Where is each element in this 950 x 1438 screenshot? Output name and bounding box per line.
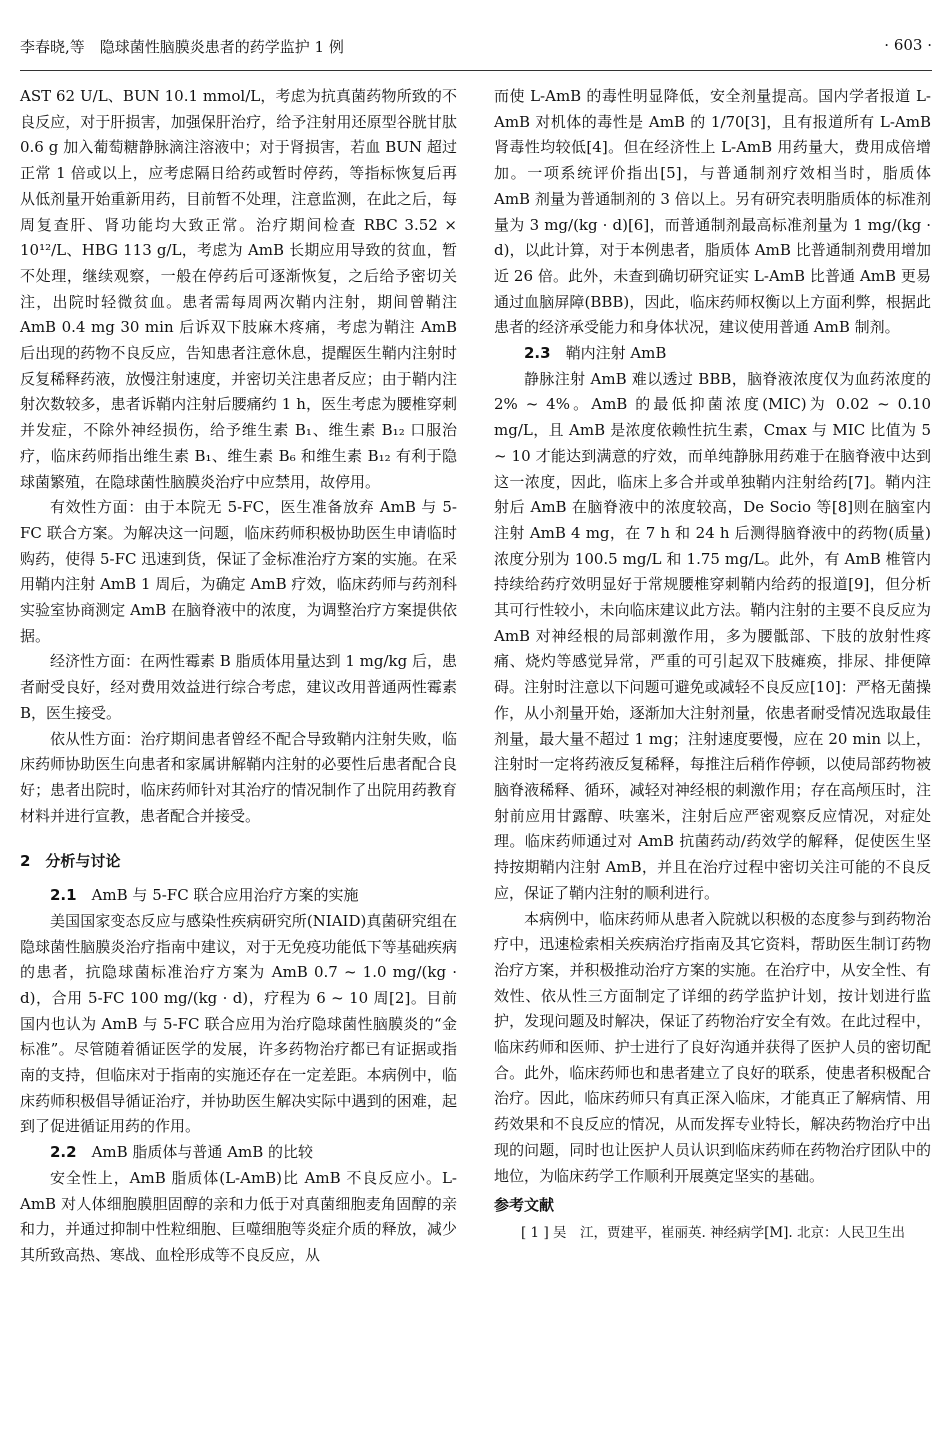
paragraph-compliance: 依从性方面：治疗期间患者曾经不配合导致鞘内注射失败，临床药师协助医生向患者和家属讲解鞘内注射的必要性后患者配合良好；患者出院时，临床药师针对其治疗的情况制作了出院用药教育材料并进行宣教，患者配合并接受。 xyxy=(20,729,457,825)
left-column xyxy=(20,84,457,1269)
subsection-title: AmB 脂质体与普通 AmB 的比较 xyxy=(76,1143,314,1162)
header-rule xyxy=(20,70,932,71)
subsection-number: 2.2 xyxy=(50,1143,77,1162)
page-number: · 603 · xyxy=(884,36,932,54)
running-header xyxy=(20,36,932,62)
paragraph-niaid-guideline: 美国国家变态反应与感染性疾病研究所(NIAID)真菌研究组在隐球菌性脑膜炎治疗指南中建议，对于无免疫功能低下等基础疾病的患者，抗隐球菌标准治疗方案为 AmB 0.7 ~ 1.0 mg/(kg · d)，合用 5-FC 100 mg/(kg · d)，疗程为 6 ~ 10 周[2]。目前国内也认为 AmB 与 5-FC 联合应用为治疗隐球菌性脑膜炎的“金标准”。尽管随着循证医学的发展，许多药物治疗都已有证据或指南的支持，但临床对于指南的实施还存在一定差距。本病例中，临床药师积极倡导循证治疗，并协助医生解决实际中遇到的困难，起到了促进循证用药的作用。 xyxy=(20,911,457,1136)
subsection-title: AmB 与 5-FC 联合应用治疗方案的实施 xyxy=(76,886,359,905)
subsection-heading-2-2 xyxy=(20,1140,457,1166)
paragraph-efficacy: 有效性方面：由于本院无 5-FC，医生准备放弃 AmB 与 5-FC 联合方案。为解决这一问题，临床药师积极协助医生申请临时购药，使得 5-FC 迅速到货，保证了金标准治疗方案的实施。在采用鞘内注射 AmB 1 周后，为确定 AmB 疗效，临床药师与药剂科实验室协商测定 AmB 在脑脊液中的浓度，为调整治疗方案提供依据。 xyxy=(20,498,457,645)
subsection-number: 2.3 xyxy=(524,344,551,363)
references-heading: 参考文献 xyxy=(494,1196,555,1215)
paragraph-continued-adverse-reactions: AST 62 U/L、BUN 10.1 mmol/L，考虑为抗真菌药物所致的不良反应，对于肝损害，加强保肝治疗，给予注射用还原型谷胱甘肽 0.6 g 加入葡萄糖静脉滴注溶液中；对于肾损害，若血 BUN 超过正常 1 倍或以上，应考虑隔日给药或暂时停药，等指标恢复后再从低剂量开始重新用药，目前暂不处理，注意监测，在此之后，每周复查肝、肾功能均大致正常。治疗期间检查 RBC 3.52 × 10¹²/L、HBG 113 g/L，考虑为 AmB 长期应用导致的贫血，暂不处理，继续观察，一般在停药后可逐渐恢复，之后给予密切关注，出院时轻微贫血。患者需每周两次鞘内注射，期间曾鞘注 AmB 0.4 mg 30 min 后诉双下肢麻木疼痛，考虑为鞘注 AmB 后出现的药物不良反应，告知患者注意休息，提醒医生鞘内注射时反复稀释药液，放慢注射速度，并密切关注患者反应；由于鞘内注射次数较多，患者诉鞘内注射后腰痛约 1 h，医生考虑为腰椎穿刺并发症，不除外神经损伤，给予维生素 B₁、维生素 B₁₂ 口服治疗，临床药师指出维生素 B₁、维生素 B₆ 和维生素 B₁₂ 有利于隐球菌繁殖，在隐球菌性脑膜炎治疗中应禁用，故停用。 xyxy=(20,87,457,491)
subsection-number: 2.1 xyxy=(50,886,77,905)
reference-item: [ 1 ] 吴 江，贾建平，崔丽英. 神经病学[M]. 北京：人民卫生出 xyxy=(521,1224,906,1241)
subsection-heading-2-3 xyxy=(494,341,931,367)
paragraph-lamb-continued: 而使 L-AmB 的毒性明显降低，安全剂量提高。国内学者报道 L-AmB 对机体的毒性是 AmB 的 1/70[3]，且有报道所有 L-AmB 肾毒性均较低[4]。但在经济性上 L-AmB 用药量大，费用成倍增加。一项系统评价指出[5]，与普通制剂疗效相当时，脂质体 AmB 剂量为普通制剂的 3 倍以上。另有研究表明脂质体的标准剂量为 3 mg/(kg · d)[6]，而普通制剂最高标准剂量为 1 mg/(kg · d)，以此计算，对于本例患者，脂质体 AmB 比普通制剂费用增加近 26 倍。此外，未查到确切研究证实 L-AmB 比普通 AmB 更易通过血脑屏障(BBB)，因此，临床药师权衡以上方面利弊，根据此患者的经济承受能力和身体状况，建议使用普通 AmB 制剂。 xyxy=(494,87,931,337)
paragraph-summary: 本病例中，临床药师从患者入院就以积极的态度参与到药物治疗中，迅速检索相关疾病治疗指南及其它资料，帮助医生制订药物治疗方案，并积极推动治疗方案的实施。在治疗中，从安全性、有效性、依从性三方面制定了详细的药学监护计划，按计划进行监护，发现问题及时解决，保证了药物治疗安全有效。在此过程中，临床药师和医师、护士进行了良好沟通并获得了医护人员的密切配合。此外，临床药师也和患者建立了良好的联系，使患者积极配合治疗。因此，临床药师只有真正深入临床，才能真正了解病情、用药效果和不良反应的情况，从而发挥专业特长，解决药物治疗中出现的问题，同时也让医护人员认识到临床药师在药物治疗团队中的地位，为临床药学工作顺利开展奠定坚实的基础。 xyxy=(494,909,931,1185)
paragraph-economy: 经济性方面：在两性霉素 B 脂质体用量达到 1 mg/kg 后，患者耐受良好，经对费用效益进行综合考虑，建议改用普通两性霉素 B，医生接受。 xyxy=(20,652,457,722)
subsection-title: 鞘内注射 AmB xyxy=(550,344,667,363)
section-heading-2: 2 分析与讨论 xyxy=(20,852,121,871)
paragraph-intrathecal: 静脉注射 AmB 难以透过 BBB，脑脊液浓度仅为血药浓度的 2% ~ 4%。AmB 的最低抑菌浓度(MIC)为 0.02 ~ 0.10 mg/L，且 AmB 是浓度依赖性抗生素，Cmax 与 MIC 比值为 5 ~ 10 才能达到满意的疗效，而单纯静脉用药难于在脑脊液中达到这一浓度，因此，临床上多合并或单独鞘内注射给药[7]。鞘内注射后 AmB 在脑脊液中的浓度较高，De Socio 等[8]则在脑室内注射 AmB 4 mg，在 7 h 和 24 h 后测得脑脊液中的药物(质量)浓度分别为 100.5 mg/L 和 1.75 mg/L。此外，有 AmB 椎管内持续给药疗效明显好于常规腰椎穿刺鞘内给药的报道[9]，但分析其可行性较小，未向临床建议此方法。鞘内注射的主要不良反应为 AmB 对神经根的局部刺激作用，多为腰骶部、下肢的放射性疼痛、烧灼等感觉异常，严重的可引起双下肢瘫痪，排尿、排便障碍。注射时注意以下问题可避免或减轻不良反应[10]：严格无菌操作，从小剂量开始，逐渐加大注射剂量，依患者耐受情况选取最佳剂量，最大量不超过 1 mg；注射速度要慢，应在 20 min 以上，注射时一定将药液反复稀释，每推注后稍作停顿，以使局部药物被脑脊液稀释、循环，减轻对神经根的刺激作用；存在高颅压时，注射前应用甘露醇、呋塞米，注射后应严密观察反应情况，对症处理。临床药师通过对 AmB 抗菌药动/药效学的解释，促使医生坚持按期鞘内注射 AmB，并且在治疗过程中密切关注可能的不良反应，保证了鞘内注射的顺利进行。 xyxy=(494,369,931,902)
right-column xyxy=(494,84,931,1247)
running-title: 李春晓,等 隐球菌性脑膜炎患者的药学监护 1 例 xyxy=(20,38,344,56)
paragraph-safety-comparison: 安全性上，AmB 脂质体(L-AmB)比 AmB 不良反应小。L-AmB 对人体细胞膜胆固醇的亲和力低于对真菌细胞麦角固醇的亲和力，并通过抑制中性粒细胞、巨噬细胞等炎症介质的释放，减少其所致高热、寒战、血栓形成等不良反应，从 xyxy=(20,1168,457,1264)
subsection-heading-2-1 xyxy=(20,883,457,909)
